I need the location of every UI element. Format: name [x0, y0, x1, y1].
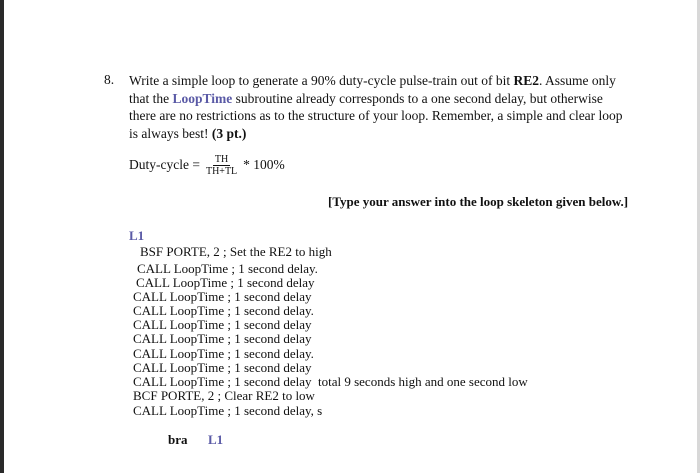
code-line: CALL LoopTime ; 1 second delay, s [133, 403, 323, 418]
question-bit: RE2 [513, 73, 539, 88]
code-line: CALL LoopTime ; 1 second delay total 9 seconds high and one second low [133, 374, 528, 389]
code-line: CALL LoopTime ; 1 second delay [133, 317, 312, 332]
branch-instruction: bra [168, 432, 188, 447]
code-line: CALL LoopTime ; 1 second delay [133, 360, 312, 375]
branch-target: L1 [208, 432, 224, 447]
code-line: CALL LoopTime ; 1 second delay [133, 289, 312, 304]
code-line: CALL LoopTime ; 1 second delay. [137, 261, 318, 276]
question-text-a: Write a simple loop to generate a 90% duty-cycle pulse-train out of bit [129, 73, 514, 88]
question-text-b: . Assume only that the [129, 73, 616, 106]
question-text [129, 72, 629, 142]
question-number: 8. [104, 72, 115, 87]
code-line: BSF PORTE, 2 ; Set the RE2 to high [140, 244, 332, 259]
answer-instruction: [Type your answer into the loop skeleton given below.] [328, 194, 629, 209]
duty-cycle-formula [129, 150, 285, 180]
formula-rhs: * 100% [243, 157, 285, 172]
question-points: (3 pt.) [211, 125, 247, 141]
code-line: CALL LoopTime ; 1 second delay [133, 331, 312, 346]
formula-fraction [204, 154, 239, 177]
left-border [0, 0, 4, 473]
question-text-c: subroutine already corresponds to a one second delay, but otherwise there are no restrictions as to the structure of your loop. Remember, a simple and clear loop is always best! [129, 90, 623, 141]
code-line: CALL LoopTime ; 1 second delay. [133, 303, 314, 318]
formula-numerator: TH [214, 153, 229, 165]
loop-label: L1 [129, 228, 145, 243]
question-subroutine: LoopTime [172, 90, 233, 106]
formula-lhs: Duty-cycle = [129, 157, 200, 172]
formula-denominator: TH+TL [205, 165, 238, 177]
code-line: CALL LoopTime ; 1 second delay [136, 275, 315, 290]
code-line: CALL LoopTime ; 1 second delay. [133, 346, 314, 361]
code-line: BCF PORTE, 2 ; Clear RE2 to low [133, 388, 315, 403]
